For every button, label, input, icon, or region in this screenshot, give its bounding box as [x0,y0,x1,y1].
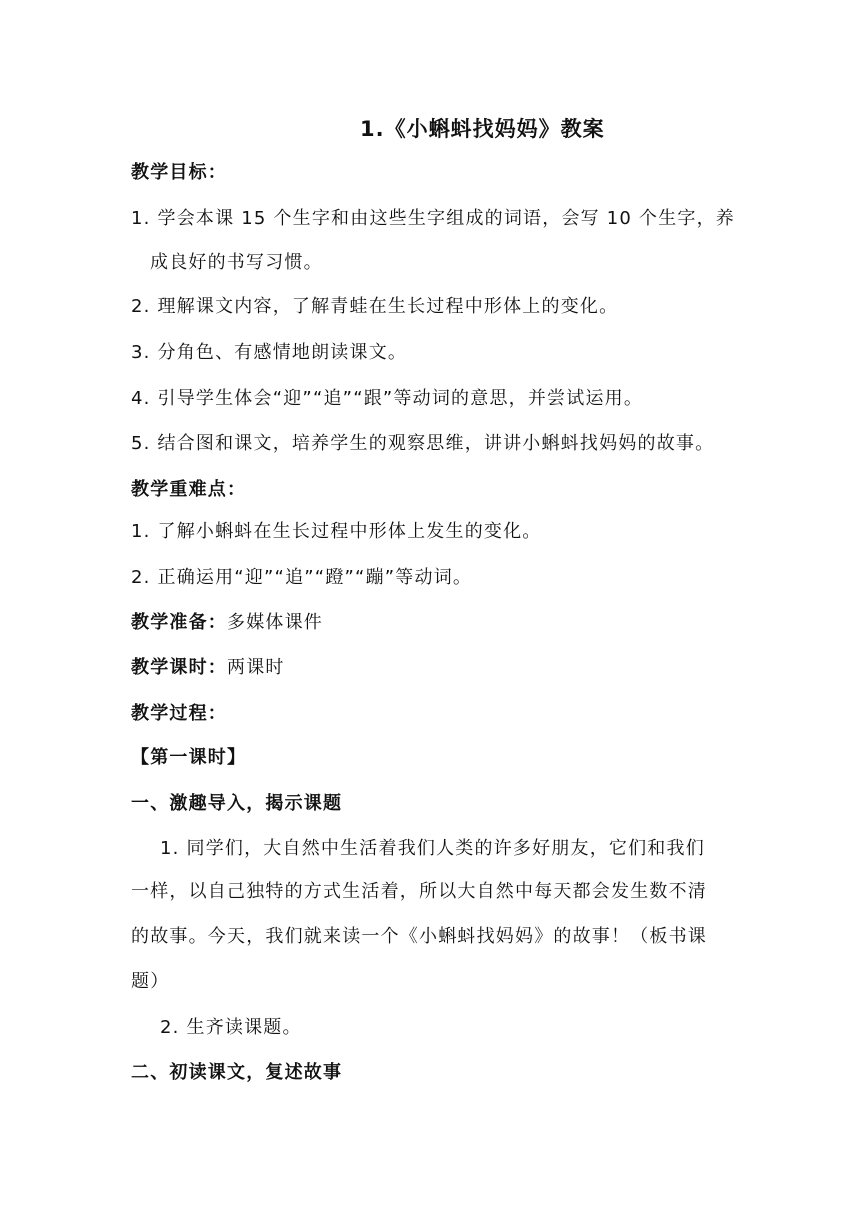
paragraph-line: 一样，以自己独特的方式生活着，所以大自然中每天都会发生数不清 [131,881,707,902]
preparation-value: 多媒体课件 [227,612,323,633]
preparation-line [131,610,323,636]
document-title: 1.《小蝌蚪找妈妈》教案 [360,117,605,141]
key-point-item: 2. 正确运用“迎”“追”“蹬”“蹦”等动词。 [131,567,473,588]
objective-item-continued: 成良好的书写习惯。 [150,252,323,273]
key-point-item: 1. 了解小蝌蚪在生长过程中形体上发生的变化。 [131,521,542,542]
objective-item: 3. 分角色、有感情地朗读课文。 [131,342,408,363]
section2-heading: 二、初读课文，复述故事 [131,1062,343,1083]
objective-item: 2. 理解课文内容，了解青蛙在生长过程中形体上的变化。 [131,296,619,317]
paragraph-line: 题） [131,971,170,992]
hours-label: 教学课时： [131,657,227,678]
objective-item: 1. 学会本课 15 个生字和由这些生字组成的词语，会写 10 个生字，养 [131,208,735,229]
objective-item: 5. 结合图和课文，培养学生的观察思维，讲讲小蝌蚪找妈妈的故事。 [131,433,715,454]
paragraph-line: 2. 生齐读课题。 [160,1017,302,1038]
process-heading: 教学过程： [131,703,227,724]
paragraph-line: 1. 同学们，大自然中生活着我们人类的许多好朋友，它们和我们 [160,838,705,859]
hours-line [131,655,285,681]
section1-heading: 一、激趣导入，揭示课题 [131,793,343,814]
key-points-heading: 教学重难点： [131,479,247,500]
paragraph-line: 的故事。今天，我们就来读一个《小蝌蚪找妈妈》的故事！（板书课 [131,926,707,947]
lesson-heading: 【第一课时】 [131,747,247,768]
preparation-label: 教学准备： [131,612,227,633]
objective-item: 4. 引导学生体会“迎”“追”“跟”等动词的意思，并尝试运用。 [131,388,644,409]
hours-value: 两课时 [227,657,285,678]
objectives-heading: 教学目标： [131,162,227,183]
